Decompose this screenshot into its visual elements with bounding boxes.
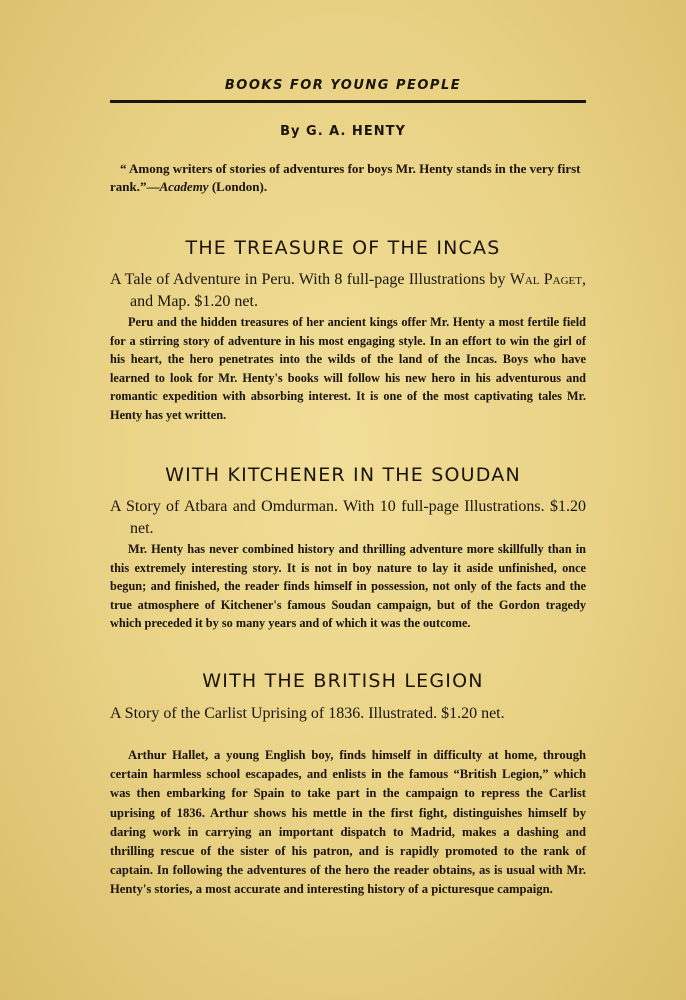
quote-source: Academy: [159, 179, 209, 194]
quote-place: (London).: [208, 179, 268, 194]
subtitle-part: , and Map. $1.20 net.: [130, 271, 586, 310]
book-subtitle-british-legion: A Story of the Carlist Uprising of 1836. Illustrated. $1.20 net.: [110, 705, 505, 722]
book-description-incas: Peru and the hidden treasures of her ancient kings offer Mr. Henty a most fertile field for a stirring story of adventure in his most engaging style. In an effort to win the girl of his heart, the hero penetrates into the wilds of the land of the Incas. Boys who have learned to look for Mr. Henty's books will follow his new hero in his adventurous and romantic expedition with absorbing interest. It is one of the most captivating tales Mr. Henty has yet written.: [110, 315, 586, 422]
quote-text: “ Among writers of stories of adventures for boys Mr. Henty stands in the very first rank.”—: [110, 161, 581, 194]
review-quote: [110, 160, 586, 196]
subtitle-part: A Tale of Adventure in Peru. With 8 full-page Illustrations by: [110, 271, 510, 288]
author-line: By G. A. HENTY: [280, 124, 406, 139]
illustrator-name: Wal Paget: [509, 271, 582, 288]
book-title-incas: THE TREASURE OF THE INCAS: [185, 237, 501, 259]
book-title-british-legion: WITH THE BRITISH LEGION: [202, 670, 484, 692]
book-subtitle-incas: [110, 269, 586, 313]
book-description-kitchener: Mr. Henty has never combined history and thrilling adventure more skillfully than in this extremely interesting story. It is not in boy nature to lay it aside unfinished, once begun; and finished, the reader finds himself in possession, not only of the facts and the true atmosphere of Kitchener's famous Soudan campaign, but of the Gordon tragedy which preceded it by so many years and of which it was the outcome.: [110, 542, 586, 631]
book-title-kitchener: WITH KITCHENER IN THE SOUDAN: [165, 464, 521, 486]
running-head: BOOKS FOR YOUNG PEOPLE: [224, 78, 462, 93]
book-description-british-legion: Arthur Hallet, a young English boy, finds himself in difficulty at home, through certain harmless school escapades, and enlists in the famous “British Legion,” which was then embarking for Spain to take part in the campaign to repress the Carlist uprising of 1836. Arthur shows his mettle in the first fight, distinguishes himself by daring work in carrying an important dispatch to Madrid, makes a dashing and thrilling rescue of the sister of his patron, and is rapidly promoted to the rank of captain. In following the adventures of the hero the reader obtains, as is usual with Mr. Henty's stories, a most accurate and interesting history of a picturesque campaign.: [110, 748, 586, 897]
header-rule: [110, 100, 586, 103]
book-subtitle-kitchener: A Story of Atbara and Omdurman. With 10 full-page Illustrations. $1.20 net.: [110, 498, 586, 537]
